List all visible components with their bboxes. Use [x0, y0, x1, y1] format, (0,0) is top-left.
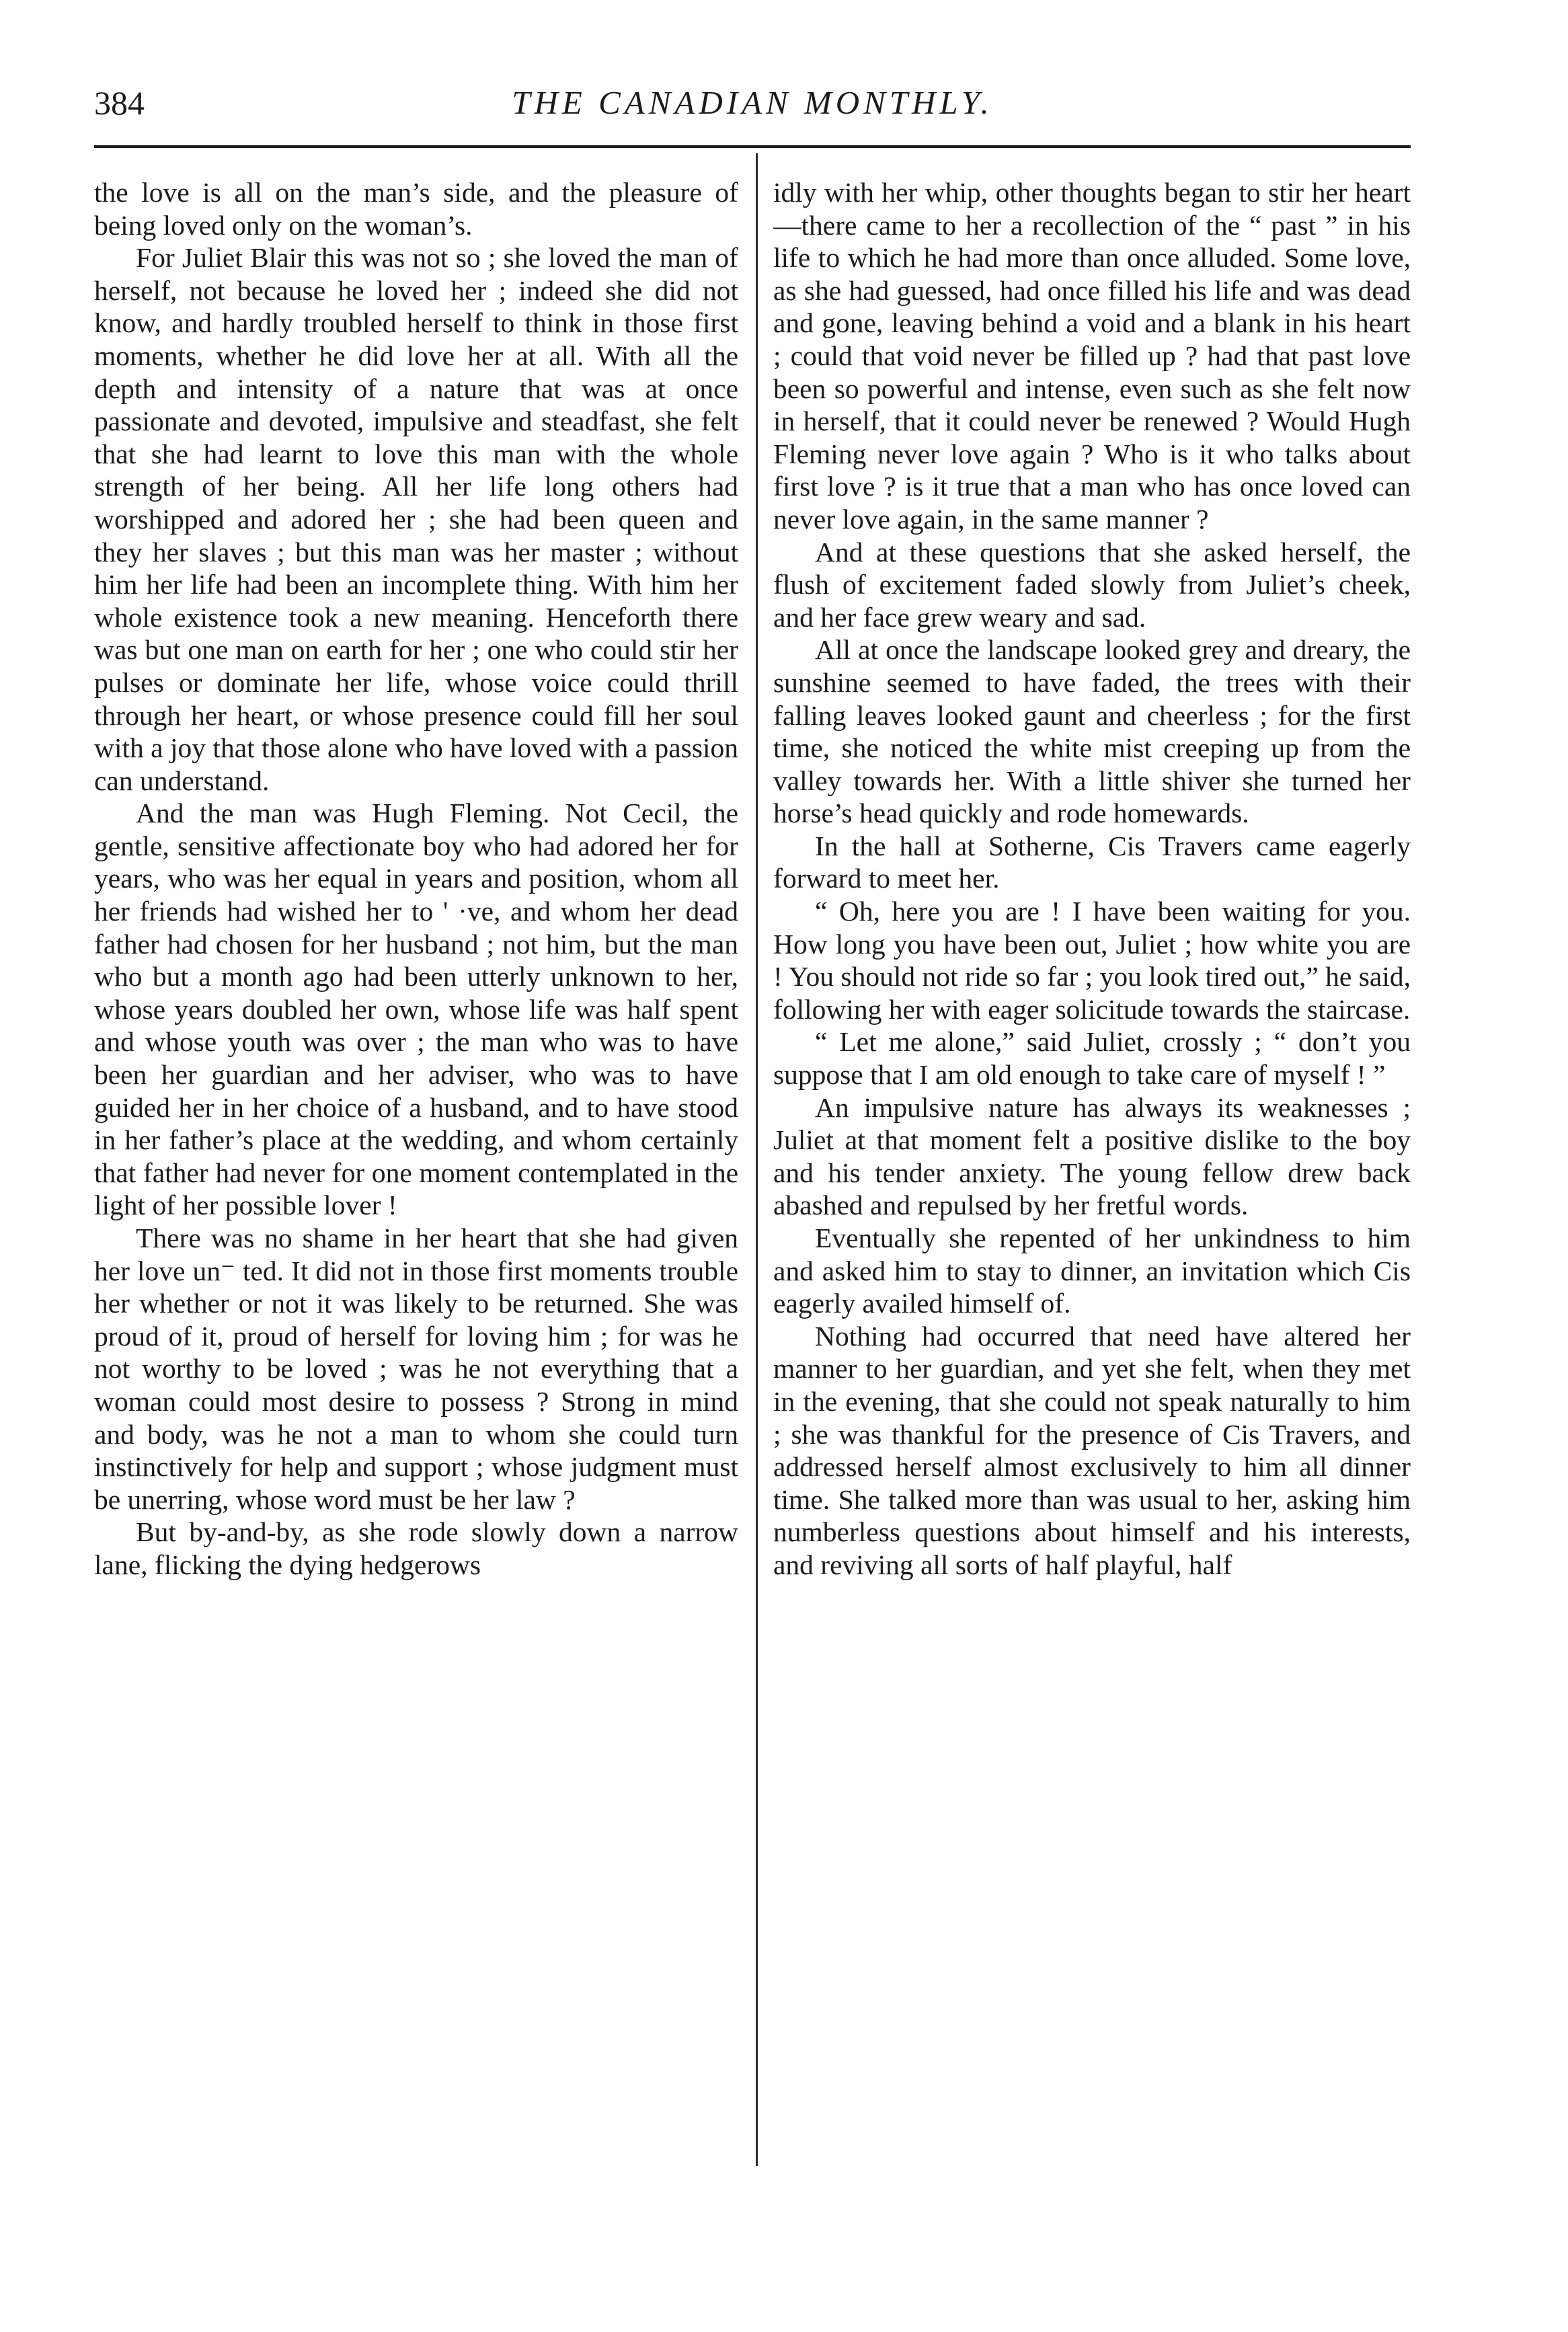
page-header: [94, 73, 1411, 133]
right-column: [773, 176, 1411, 2193]
header-rule: [94, 145, 1411, 148]
paragraph: idly with her whip, other thoughts began to stir her heart—there came to her a recollection of the “ past ” in his life to which he had more than once alluded. Some love, as she had guessed, had once filled his life and was dead and gone, leaving behind a void and a blank in his heart ; could that void never be filled up ? had that past love been so powerful and intense, even such as she felt now in herself, that it could never be renewed ? Would Hugh Fleming never love again ? Who is it who talks about first love ? is it true that a man who has once loved can never love again, in the same manner ?: [773, 177, 1411, 535]
paragraph: Nothing had occurred that need have altered her manner to her guardian, and yet she felt, when they met in the evening, that she could not speak naturally to him ; she was thankful for the presence of Cis Travers, and addressed herself almost exclusively to him all dinner time. She talked more than was usual to her, asking him numberless questions about himself and his interests, and reviving all sorts of half playful, half: [773, 1320, 1411, 1580]
paragraph: “ Let me alone,” said Juliet, crossly ; “ don’t you suppose that I am old enough to take care of myself ! ”: [773, 1026, 1411, 1091]
paragraph: the love is all on the man’s side, and the pleasure of being loved only on the woman’s.: [94, 177, 738, 241]
paragraph: An impulsive nature has always its weaknesses ; Juliet at that moment felt a positive dislike to the boy and his tender anxiety. The young fellow drew back abashed and repulsed by her fretful words.: [773, 1091, 1411, 1221]
paragraph: But by-and-by, as she rode slowly down a narrow lane, flicking the dying hedgerows: [94, 1516, 738, 1580]
paragraph: And the man was Hugh Fleming. Not Cecil, the gentle, sensitive affectionate boy who had adored her for years, who was her equal in years and position, whom all her friends had wished her to ' ·ve, and whom her dead father had chosen for her husband ; not him, but the man who but a month ago had been utterly unknown to her, whose years doubled her own, whose life was half spent and whose youth was over ; the man who was to have been her guardian and her adviser, who was to have guided her in her choice of a husband, and to have stood in her father’s place at the wedding, and whom certainly that father had never for one moment contemplated in the light of her possible lover !: [94, 798, 738, 1221]
paragraph: All at once the landscape looked grey and dreary, the sunshine seemed to have faded, the trees with their falling leaves looked gaunt and cheerless ; for the first time, she noticed the white mist creeping up from the valley towards her. With a little shiver she turned her horse’s head quickly and rode homewards.: [773, 634, 1411, 829]
paragraph: In the hall at Sotherne, Cis Travers came eagerly forward to meet her.: [773, 830, 1411, 894]
paragraph: Eventually she repented of her unkindness to him and asked him to stay to dinner, an invitation which Cis eagerly availed himself of.: [773, 1222, 1411, 1319]
paragraph: And at these questions that she asked herself, the flush of excitement faded slowly from Juliet’s cheek, and her face grew weary and sad.: [773, 536, 1411, 633]
paragraph: For Juliet Blair this was not so ; she loved the man of herself, not because he loved her ; indeed she did not know, and hardly troubled herself to think in those first moments, whether he did love her at all. With all the depth and intensity of a nature that was at once passionate and devoted, impulsive and steadfast, she felt that she had learnt to love this man with the whole strength of her being. All her life long others had worshipped and adored her ; she had been queen and they her slaves ; but this man was her master ; without him her life had been an incomplete thing. With him her whole existence took a new meaning. Henceforth there was but one man on earth for her ; one who could stir her pulses or dominate her life, whose voice could thrill through her heart, or whose presence could fill her soul with a joy that those alone who have loved with a passion can understand.: [94, 242, 738, 796]
left-column: [94, 176, 738, 2193]
page-number: 384: [94, 84, 145, 122]
column-divider: [756, 153, 758, 2166]
paragraph: There was no shame in her heart that she had given her love un⁻ ted. It did not in those first moments trouble her whether or not it was likely to be returned. She was proud of it, proud of herself for loving him ; for was he not worthy to be loved ; was he not everything that a woman could most desire to possess ? Strong in mind and body, was he not a man to whom she could turn instinctively for help and support ; whose judgment must be unerring, whose word must be her law ?: [94, 1222, 738, 1515]
paragraph: “ Oh, here you are ! I have been waiting for you. How long you have been out, Juliet ; how white you are ! You should not ride so far ; you look tired out,” he said, following her with eager solicitude towards the staircase.: [773, 896, 1411, 1025]
running-title: THE CANADIAN MONTHLY.: [512, 84, 993, 121]
